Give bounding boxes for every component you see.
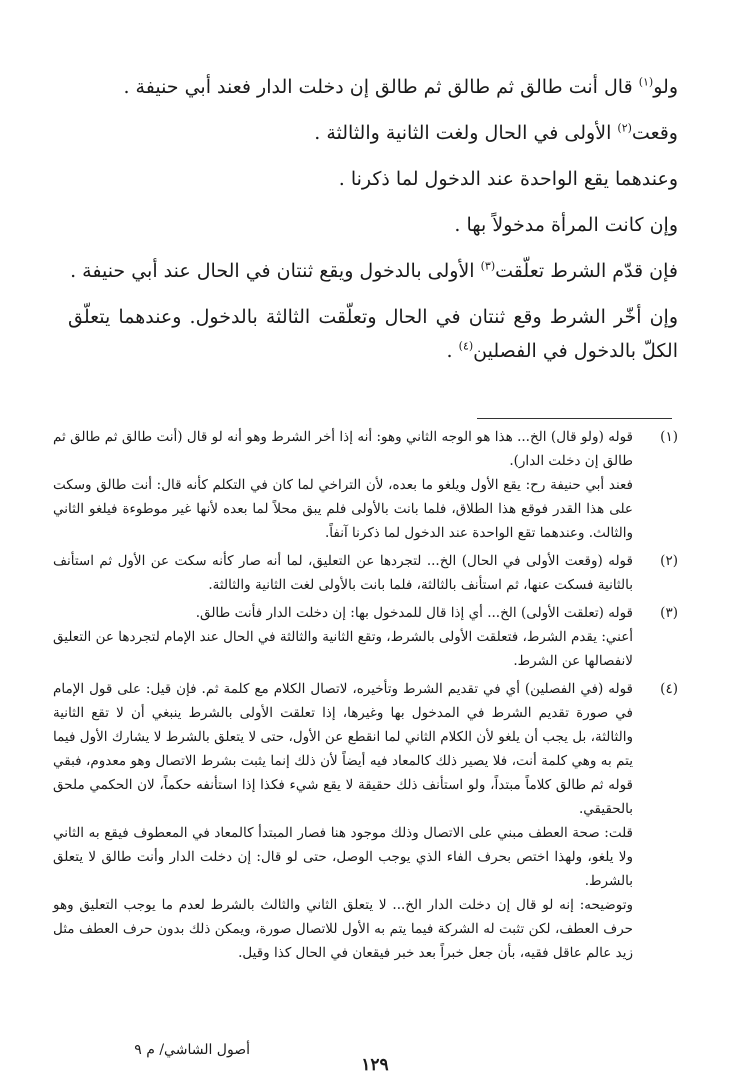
- footnote-number: (٢): [660, 553, 678, 569]
- footnote-number: (٤): [660, 681, 678, 697]
- footnote-paragraph: قوله (تعلقت الأولى) الخ... أي إذا قال للمدخول بها: إن دخلت الدار فأنت طالق.: [195, 605, 633, 621]
- page-number: ١٢٩: [361, 1055, 389, 1075]
- footnote-ref-4: (٤): [458, 339, 474, 353]
- footnote-3: [53, 601, 678, 673]
- book-reference: أصول الشاشي/ م ٩: [134, 1042, 250, 1058]
- footnote-number: (١): [660, 429, 678, 445]
- footnote-4: [53, 677, 678, 965]
- footnote-paragraph: أعني: يقدم الشرط، فتعلقت الأولى بالشرط، وتقع الثانية والثالثة في الحال عند الإمام لتجردها عن التعليق لانفصالها عن الشرط.: [53, 629, 633, 669]
- main-paragraph-6: وإن أخّر الشرط وقع ثنتان في الحال وتعلّقت الثالثة بالدخول. وعندهما يتعلّق الكلّ بالدخول في الفصلين$^{(٤)}$ .: [68, 306, 678, 362]
- footnote-paragraph: قوله (وقعت الأولى في الحال) الخ... لتجردها عن التعليق، لما أنه صار كأنه سكت عن الأول ثم استأنف بالثانية فسكت عنها، ثم استأنف بالثالثة، فلما بانت بالأولى لغت الثانية والثالثة.: [53, 553, 633, 593]
- footnote-paragraph: وتوضيحه: إنه لو قال إن دخلت الدار الخ... لا يتعلق الثاني والثالث بالشرط لعدم ما يوجب التعليق وهو حرف العطف، لكن تثبت له الشركة فيما يتم به الأول للاتصال صورة، ويمكن ذلك بدون حرف العطف مثل زيد عالم عاقل فقيه، بأن جعل خبراً بعد خبر فيقعان في الحال كذا وقيل.: [53, 897, 633, 961]
- footnote-1: [53, 425, 678, 545]
- main-paragraph-5: فإن قدّم الشرط تعلّقت$^{(٣)}$ الأولى بالدخول ويقع ثنتان في الحال عند أبي حنيفة .: [70, 259, 678, 282]
- footnote-paragraph: قوله (في الفصلين) أي في تقديم الشرط وتأخيره، لاتصال الكلام مع كلمة ثم. فإن قيل: على قول الإمام في صورة تقديم الشرط في المدخول بها وغيرها، إذا تعلقت الأولى بالشرط ينبغي أن لا تقع الثانية والثالثة، بل يجب أن يلغو لأن الكلام الثاني لما انقطع عن الأول، حتى لا يتعلق بالشرط لا يشارك الأول فيما يتم به وهي كلمة أنت، فلا يصير ذلك كالمعاد فيه أيضاً لأن ذلك إنما يثبت بشرط الاتصال وهو معدوم، فبقي قوله ثم طالق كلاماً مبتداً، ولو استأنف ذلك حقيقة لا يقع شيء فكذا إذا استأنفه حكماً، لان الحكمي ملحق بالحقيقي.: [53, 681, 633, 817]
- footnote-paragraph: قلت: صحة العطف مبني على الاتصال وذلك موجود هنا فصار المبتدأ كالمعاد في المعطوف فيقع به الثاني ولا يلغو، ولهذا اختص بحرف الفاء الذي يوجب الوصل، حتى لو قال: إن دخلت الدار وأنت طالق لا يتعلق بالشرط.: [53, 825, 633, 889]
- footnote-ref-3: (٣): [480, 259, 496, 273]
- footnote-paragraph: فعند أبي حنيفة رح: يقع الأول ويلغو ما بعده، لأن التراخي لما كان في التكلم كأنه قال: أنت طالق وسكت على هذا القدر فوقع هذا الطلاق، فلما بانت بالأولى فلم يبق محلاً لما بعده لأنها غير موطوءة فيلغو الثاني والثالث. وعندهما تقع الواحدة عند الدخول لما ذكرنا آنفاً.: [53, 477, 633, 541]
- footnote-divider: [477, 418, 672, 419]
- footnote-ref-1: (١): [638, 75, 654, 89]
- main-paragraph-1: ولو$^{(١)}$ قال أنت طالق ثم طالق ثم طالق إن دخلت الدار فعند أبي حنيفة .: [123, 75, 678, 98]
- main-paragraph-2: وقعت$^{(٢)}$ الأولى في الحال ولغت الثانية والثالثة .: [314, 121, 678, 144]
- footnote-ref-2: (٢): [617, 121, 632, 135]
- footnote-paragraph: قوله (ولو قال) الخ... هذا هو الوجه الثاني وهو: أنه إذا أخر الشرط وهو أنه لو قال (أنت طالق ثم طالق ثم طالق إن دخلت الدار).: [53, 429, 633, 469]
- footnotes: [53, 425, 678, 969]
- main-paragraph-4: وإن كانت المرأة مدخولاً بها .: [454, 214, 678, 236]
- main-paragraph-3: وعندهما يقع الواحدة عند الدخول لما ذكرنا .: [338, 168, 678, 190]
- footnote-number: (٣): [660, 605, 678, 621]
- main-text: [68, 70, 678, 380]
- footnote-2: [53, 549, 678, 597]
